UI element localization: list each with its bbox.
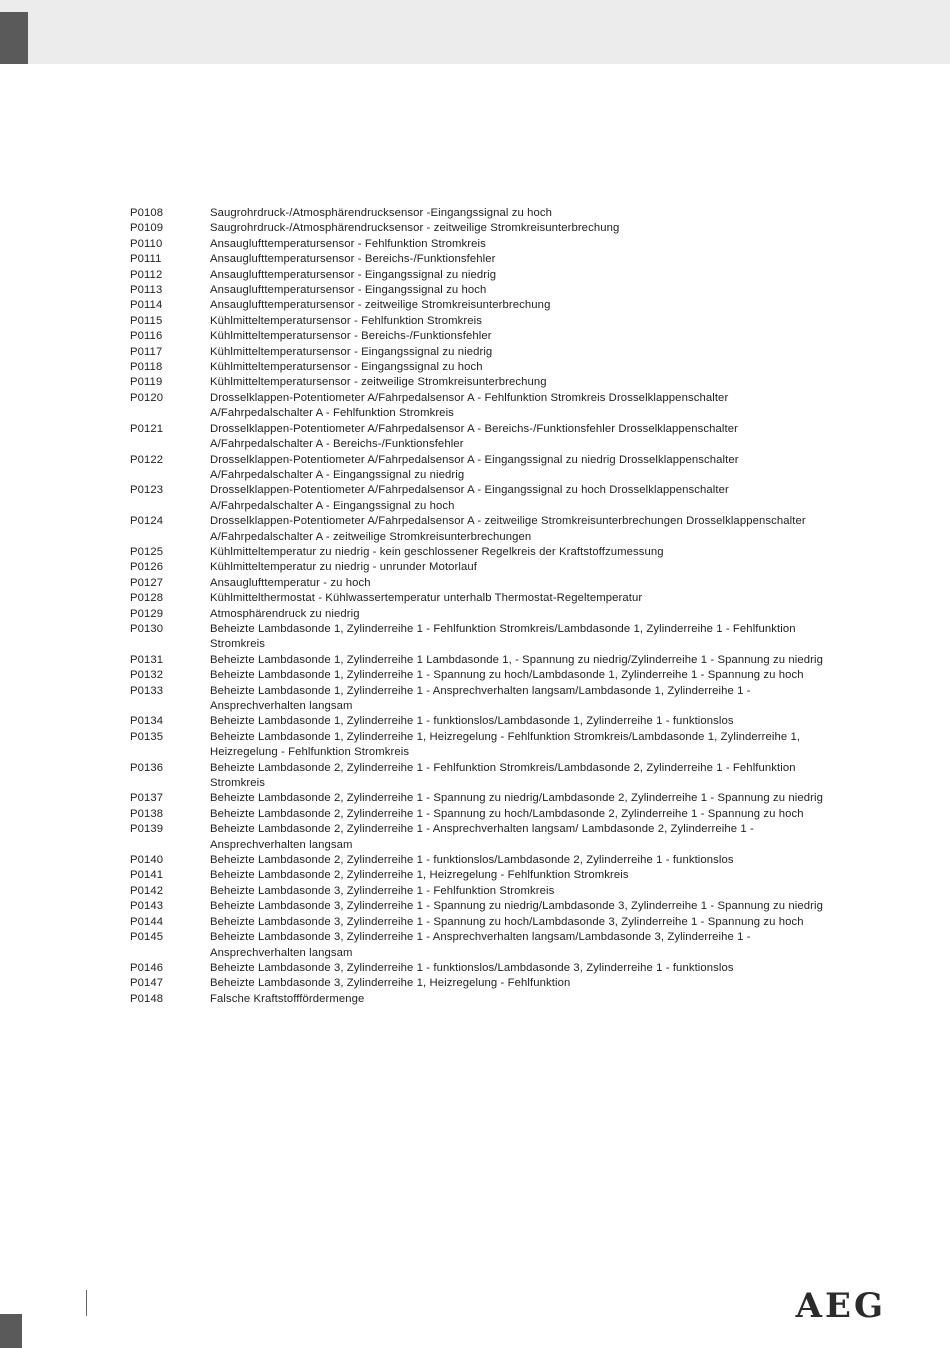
fault-description: Falsche Kraftstofffördermenge xyxy=(210,992,365,1005)
fault-description: Drosselklappen-Potentiometer A/Fahrpedalsensor A - Bereichs-/Funktionsfehler Drosselklappenschalter A/Fahrpedalschalter A - Bereichs-/Funktionsfehler xyxy=(210,422,738,451)
fault-code-row xyxy=(130,822,830,853)
fault-code-row xyxy=(130,453,830,484)
fault-description: Beheizte Lambdasonde 2, Zylinderreihe 1 - Fehlfunktion Stromkreis/Lambdasonde 2, Zylinderreihe 1 - Fehlfunktion Stromkreis xyxy=(210,761,796,790)
fault-code: P0142 xyxy=(130,884,164,897)
fault-code: P0147 xyxy=(130,977,164,990)
fault-code-row xyxy=(130,714,830,729)
fault-code-row xyxy=(130,653,830,668)
fault-code: P0135 xyxy=(130,730,164,743)
fault-description: Beheizte Lambdasonde 1, Zylinderreihe 1 - Fehlfunktion Stromkreis/Lambdasonde 1, Zylinderreihe 1 - Fehlfunktion Stromkreis xyxy=(210,622,796,651)
fault-code: P0132 xyxy=(130,669,164,682)
fault-code-row xyxy=(130,298,830,313)
fault-code: P0108 xyxy=(130,207,164,219)
fault-code: P0136 xyxy=(130,761,164,774)
fault-code-row xyxy=(130,791,830,806)
fault-code-row xyxy=(130,684,830,715)
fault-code: P0117 xyxy=(130,345,163,358)
fault-description: Beheizte Lambdasonde 2, Zylinderreihe 1, Heizregelung - Fehlfunktion Stromkreis xyxy=(210,869,629,882)
fault-code: P0112 xyxy=(130,268,163,281)
fault-code-row xyxy=(130,345,830,360)
fault-code: P0130 xyxy=(130,622,164,635)
fault-code-row xyxy=(130,915,830,930)
fault-description: Ansauglufttemperatursensor - Bereichs-/Funktionsfehler xyxy=(210,253,496,266)
fault-code-row xyxy=(130,576,830,591)
fault-code-row xyxy=(130,268,830,283)
fault-description: Kühlmittelthermostat - Kühlwassertemperatur unterhalb Thermostat-Regeltemperatur xyxy=(210,592,643,605)
fault-description: Drosselklappen-Potentiometer A/Fahrpedalsensor A - Eingangssignal zu hoch Drosselklappenschalter A/Fahrpedalschalter A - Eingangssignal zu hoch xyxy=(210,484,729,512)
fault-code-row xyxy=(130,360,830,375)
fault-code-row xyxy=(130,884,830,899)
fault-code: P0146 xyxy=(130,961,164,974)
fault-code: P0143 xyxy=(130,900,164,913)
fault-code-row xyxy=(130,730,830,761)
fault-code: P0138 xyxy=(130,807,164,820)
fault-code: P0145 xyxy=(130,931,164,944)
fault-code: P0127 xyxy=(130,576,164,589)
fault-description: Beheizte Lambdasonde 3, Zylinderreihe 1 - Spannung zu hoch/Lambdasonde 3, Zylinderreihe 1 - Spannung zu hoch xyxy=(210,915,804,928)
fault-description: Kühlmitteltemperatursensor - Eingangssignal zu hoch xyxy=(210,361,483,374)
fault-description: Beheizte Lambdasonde 1, Zylinderreihe 1 - funktionslos/Lambdasonde 1, Zylinderreihe 1 - funktionslos xyxy=(210,715,734,728)
fault-code: P0116 xyxy=(130,330,163,343)
fault-code-row xyxy=(130,560,830,575)
aeg-logo: AEG xyxy=(795,1286,886,1326)
fault-code-row xyxy=(130,545,830,560)
fault-code-row xyxy=(130,853,830,868)
fault-description: Kühlmitteltemperatursensor - Fehlfunktion Stromkreis xyxy=(210,314,483,327)
fault-description: Drosselklappen-Potentiometer A/Fahrpedalsensor A - Fehlfunktion Stromkreis Drosselklappenschalter A/Fahrpedalschalter A - Fehlfunktion Stromkreis xyxy=(210,391,729,420)
fault-code-list xyxy=(130,206,830,1007)
fault-description: Beheizte Lambdasonde 2, Zylinderreihe 1 - Ansprechverhalten langsam/ Lambdasonde 2, Zylinderreihe 1 - Ansprechverhalten langsam xyxy=(210,823,754,851)
fault-description: Saugrohrdruck-/Atmosphärendrucksensor - zeitweilige Stromkreisunterbrechung xyxy=(210,222,620,235)
fault-code: P0114 xyxy=(130,299,163,312)
fault-code: P0137 xyxy=(130,792,164,805)
fault-code: P0139 xyxy=(130,823,164,836)
fault-description: Beheizte Lambdasonde 1, Zylinderreihe 1 - Spannung zu hoch/Lambdasonde 1, Zylinderreihe 1 - Spannung zu hoch xyxy=(210,669,804,682)
fault-code: P0126 xyxy=(130,561,164,574)
fault-code-row xyxy=(130,868,830,883)
fault-code: P0120 xyxy=(130,391,164,404)
fault-code: P0134 xyxy=(130,715,164,728)
fault-code-row xyxy=(130,976,830,991)
fault-description: Beheizte Lambdasonde 1, Zylinderreihe 1, Heizregelung - Fehlfunktion Stromkreis/Lambdasonde 1, Zylinderreihe 1, Heizregelung - Fehlfunktion Stromkreis xyxy=(210,730,801,759)
fault-code: P0118 xyxy=(130,361,163,374)
fault-code-row xyxy=(130,761,830,792)
fault-code-row xyxy=(130,622,830,653)
fault-code-row xyxy=(130,591,830,606)
fault-description: Beheizte Lambdasonde 2, Zylinderreihe 1 - Spannung zu hoch/Lambdasonde 2, Zylinderreihe 1 - Spannung zu hoch xyxy=(210,807,804,820)
page-tab-marker-top xyxy=(0,12,28,64)
fault-code-row xyxy=(130,899,830,914)
fault-code-row xyxy=(130,252,830,267)
fault-description: Beheizte Lambdasonde 2, Zylinderreihe 1 - Spannung zu niedrig/Lambdasonde 2, Zylinderreihe 1 - Spannung zu niedrig xyxy=(210,792,824,805)
page-tab-marker-bottom xyxy=(0,1314,22,1348)
fault-code: P0129 xyxy=(130,607,164,620)
fault-code-row xyxy=(130,391,830,422)
fault-description: Atmosphärendruck zu niedrig xyxy=(210,607,360,620)
fault-description: Kühlmitteltemperatursensor - zeitweilige Stromkreisunterbrechung xyxy=(210,376,547,389)
fault-code: P0119 xyxy=(130,376,163,389)
fault-code-row xyxy=(130,668,830,683)
fault-description: Kühlmitteltemperatur zu niedrig - unrunder Motorlauf xyxy=(210,561,478,574)
fault-description: Beheizte Lambdasonde 2, Zylinderreihe 1 - funktionslos/Lambdasonde 2, Zylinderreihe 1 - funktionslos xyxy=(210,854,734,867)
fault-description: Beheizte Lambdasonde 3, Zylinderreihe 1 - Fehlfunktion Stromkreis xyxy=(210,884,555,897)
fault-code-row xyxy=(130,961,830,976)
fault-description: Ansauglufttemperatur - zu hoch xyxy=(210,576,371,589)
fault-code-row xyxy=(130,221,830,236)
fault-description: Saugrohrdruck-/Atmosphärendrucksensor -Eingangssignal zu hoch xyxy=(210,207,553,219)
fault-description: Ansauglufttemperatursensor - zeitweilige Stromkreisunterbrechung xyxy=(210,299,551,312)
fault-code-row xyxy=(130,607,830,622)
fault-code: P0144 xyxy=(130,915,164,928)
fault-code: P0133 xyxy=(130,684,164,697)
fault-code-row xyxy=(130,314,830,329)
fault-code: P0122 xyxy=(130,453,164,466)
fault-code-row xyxy=(130,375,830,390)
fault-code: P0148 xyxy=(130,992,164,1005)
fault-description: Beheizte Lambdasonde 3, Zylinderreihe 1, Heizregelung - Fehlfunktion xyxy=(210,977,571,990)
fault-code-row xyxy=(130,237,830,252)
fault-description: Ansauglufttemperatursensor - Fehlfunktion Stromkreis xyxy=(210,237,486,250)
fault-description: Kühlmitteltemperatur zu niedrig - kein geschlossener Regelkreis der Kraftstoffzumessung xyxy=(210,545,664,558)
fault-code: P0123 xyxy=(130,484,164,497)
fault-code: P0121 xyxy=(130,422,164,435)
fault-code: P0128 xyxy=(130,592,164,605)
fault-code-row xyxy=(130,807,830,822)
fault-description: Beheizte Lambdasonde 1, Zylinderreihe 1 Lambdasonde 1, - Spannung zu niedrig/Zylinderreihe 1 - Spannung zu niedrig xyxy=(210,653,824,666)
fault-code: P0141 xyxy=(130,869,164,882)
fault-code-row xyxy=(130,992,830,1007)
fault-code-row xyxy=(130,422,830,453)
fault-description: Kühlmitteltemperatursensor - Eingangssignal zu niedrig xyxy=(210,345,493,358)
fault-description: Ansauglufttemperatursensor - Eingangssignal zu hoch xyxy=(210,284,487,297)
footer-divider xyxy=(86,1290,87,1316)
fault-description: Beheizte Lambdasonde 3, Zylinderreihe 1 - Spannung zu niedrig/Lambdasonde 3, Zylinderreihe 1 - Spannung zu niedrig xyxy=(210,900,824,913)
fault-code: P0111 xyxy=(130,253,162,266)
fault-code-row xyxy=(130,206,830,221)
fault-code: P0115 xyxy=(130,314,163,327)
fault-description: Ansauglufttemperatursensor - Eingangssignal zu niedrig xyxy=(210,268,497,281)
fault-code: P0131 xyxy=(130,653,164,666)
fault-code: P0125 xyxy=(130,545,164,558)
fault-code: P0113 xyxy=(130,284,163,297)
fault-code: P0109 xyxy=(130,222,164,235)
fault-code: P0110 xyxy=(130,237,163,250)
fault-code: P0124 xyxy=(130,515,164,528)
fault-code-row xyxy=(130,930,830,961)
fault-code-row xyxy=(130,283,830,298)
fault-description: Beheizte Lambdasonde 1, Zylinderreihe 1 - Ansprechverhalten langsam/Lambdasonde 1, Zylinderreihe 1 - Ansprechverhalten langsam xyxy=(210,684,751,712)
fault-code-row xyxy=(130,483,830,514)
fault-description: Beheizte Lambdasonde 3, Zylinderreihe 1 - funktionslos/Lambdasonde 3, Zylinderreihe 1 - funktionslos xyxy=(210,961,734,974)
fault-description: Drosselklappen-Potentiometer A/Fahrpedalsensor A - zeitweilige Stromkreisunterbrechungen Drosselklappenschalter A/Fahrpedalschalter A - zeitweilige Stromkreisunterbrechungen xyxy=(210,515,806,543)
header-band xyxy=(0,0,950,64)
fault-code: P0140 xyxy=(130,854,164,867)
fault-description: Kühlmitteltemperatursensor - Bereichs-/Funktionsfehler xyxy=(210,330,492,343)
fault-description: Beheizte Lambdasonde 3, Zylinderreihe 1 - Ansprechverhalten langsam/Lambdasonde 3, Zylinderreihe 1 - Ansprechverhalten langsam xyxy=(210,931,751,959)
fault-code-row xyxy=(130,329,830,344)
fault-description: Drosselklappen-Potentiometer A/Fahrpedalsensor A - Eingangssignal zu niedrig Drosselklappenschalter A/Fahrpedalschalter A - Eingangssignal zu niedrig xyxy=(210,453,739,481)
fault-code-row xyxy=(130,514,830,545)
